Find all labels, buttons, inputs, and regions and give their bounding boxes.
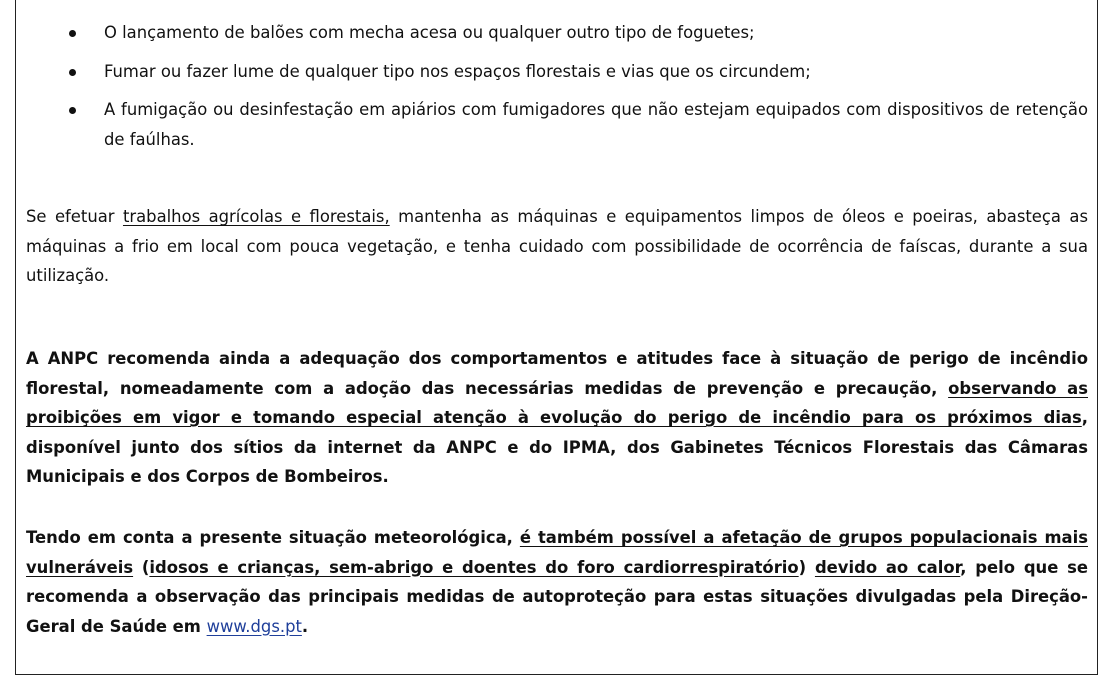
bullet-icon — [69, 69, 76, 76]
list-item — [26, 18, 1088, 48]
document-frame — [15, 0, 1098, 675]
bullet-icon — [69, 107, 76, 114]
list-item-text: O lançamento de balões com mecha acesa ou qualquer outro tipo de foguetes; — [104, 23, 755, 42]
paragraph-text: Se efetuar — [26, 207, 123, 226]
underlined-text: observando as proibições em vigor e tomando especial atenção à evolução do perigo de incêndio para os próximos dias — [26, 378, 1088, 427]
bullet-icon — [69, 30, 76, 37]
paragraph-text: . — [301, 616, 309, 636]
paragraph-text: mantenha as máquinas e equipamentos limpos de óleos e poeiras, abasteça as máquinas a frio em local com pouca vegetação, e tenha cuidado com possibilidade de ocorrência de faíscas, durante a sua utilização. — [26, 207, 1088, 285]
dgs-link[interactable]: www.dgs.pt — [206, 616, 302, 636]
paragraph-text: ( — [133, 557, 150, 577]
paragraph-text: , pelo que se recomenda a observação das principais medidas de autoproteção para estas situações divulgadas pela Direção-Geral de Saúde em — [26, 557, 1088, 636]
list-item — [26, 57, 1088, 87]
prohibitions-list — [26, 18, 1088, 163]
paragraph-text: Tendo em conta a presente situação meteorológica, — [26, 528, 520, 547]
underlined-text: trabalhos agrícolas e florestais, — [122, 207, 390, 226]
list-item-text: A fumigação ou desinfestação em apiários com fumigadores que não estejam equipados com dispositivos de retenção de faúlhas. — [104, 100, 1088, 149]
paragraph-text: , disponível junto dos sítios da internet da ANPC e do IPMA, dos Gabinetes Técnicos Florestais das Câmaras Municipais e dos Corpos de Bombeiros. — [26, 408, 1088, 486]
list-item — [26, 95, 1088, 154]
paragraph-heat-warning — [26, 523, 1088, 641]
underlined-text: idosos e crianças, sem-abrigo e doentes do foro cardiorrespiratório — [149, 557, 799, 577]
underlined-text: é também possível a afetação de grupos populacionais mais vulneráveis — [26, 528, 1088, 577]
underlined-text: devido ao calor — [814, 557, 961, 577]
paragraph-agricultural-work — [26, 202, 1088, 291]
paragraph-text: A ANPC recomenda ainda a adequação dos comportamentos e atitudes face à situação de perigo de incêndio florestal, nomeadamente com a adoção das necessárias medidas de prevenção e precaução, — [26, 349, 1088, 398]
paragraph-anpc-recommendation — [26, 344, 1088, 492]
paragraph-text: ) — [798, 557, 815, 577]
list-item-text: Fumar ou fazer lume de qualquer tipo nos espaços florestais e vias que os circundem; — [104, 61, 811, 81]
